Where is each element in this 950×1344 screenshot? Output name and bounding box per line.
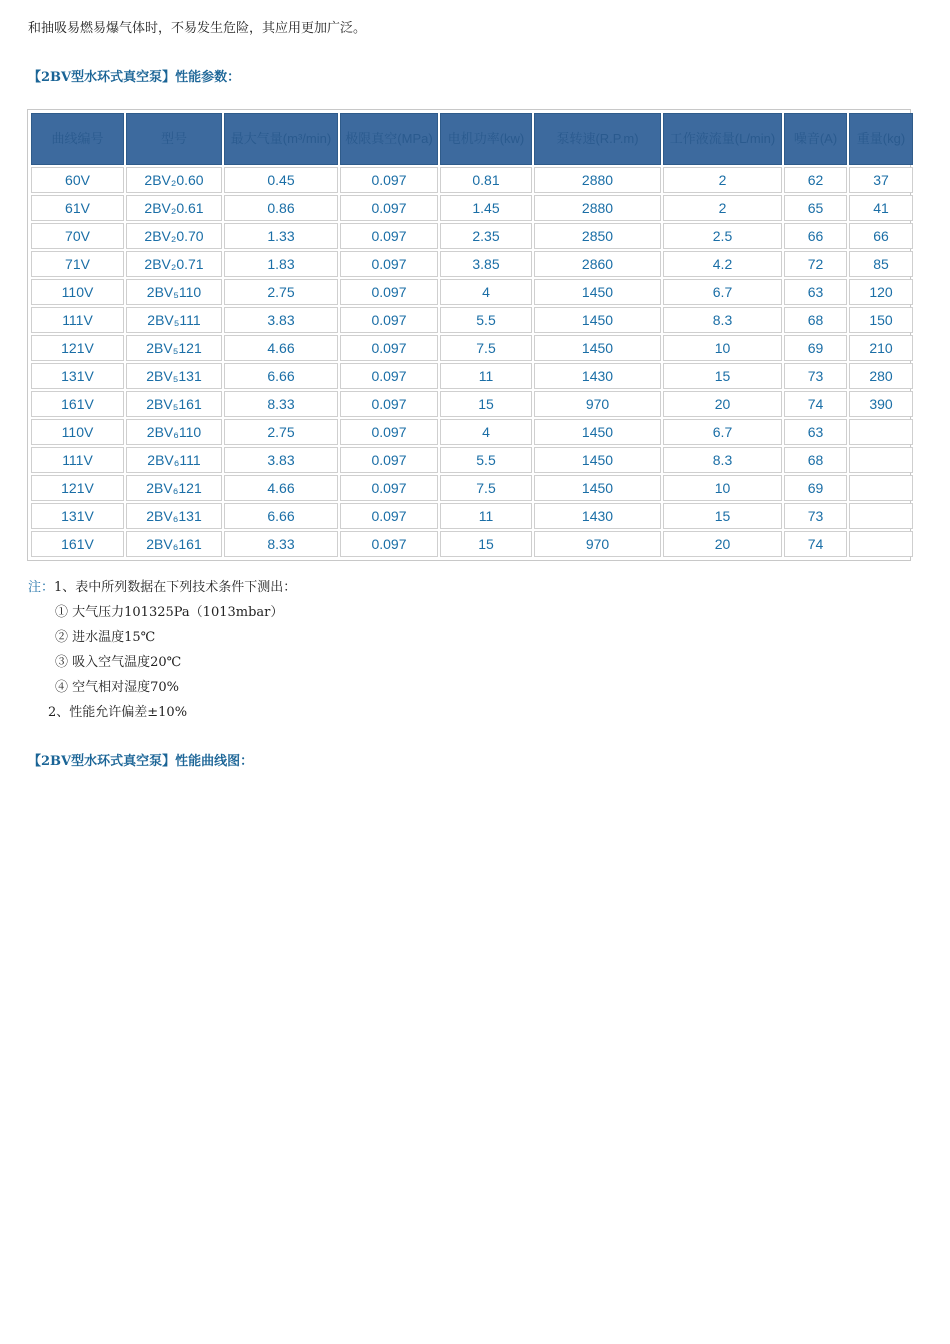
table-cell: [849, 531, 913, 557]
table-cell: 4: [440, 419, 532, 445]
table-body: [31, 167, 913, 557]
table-row: [31, 251, 913, 277]
table-cell: 2880: [534, 195, 661, 221]
table-cell: [849, 447, 913, 473]
table-cell: 5.5: [440, 447, 532, 473]
table-cell: 41: [849, 195, 913, 221]
table-cell: 111V: [31, 307, 124, 333]
spec-table-container: [27, 109, 911, 561]
table-cell: 0.097: [340, 363, 438, 389]
table-cell: 2BV₅111: [126, 307, 222, 333]
table-cell: 0.097: [340, 503, 438, 529]
table-cell: 110V: [31, 419, 124, 445]
table-cell: 2BV₅110: [126, 279, 222, 305]
table-cell: 4: [440, 279, 532, 305]
table-row: [31, 363, 913, 389]
table-row: [31, 391, 913, 417]
table-cell: 390: [849, 391, 913, 417]
table-cell: 0.097: [340, 531, 438, 557]
table-cell: 0.81: [440, 167, 532, 193]
table-row: [31, 307, 913, 333]
table-cell: 4.2: [663, 251, 782, 277]
table-cell: 0.097: [340, 335, 438, 361]
table-cell: 2850: [534, 223, 661, 249]
table-cell: 2: [663, 195, 782, 221]
table-cell: 2BV₆131: [126, 503, 222, 529]
table-row: [31, 335, 913, 361]
table-row: [31, 419, 913, 445]
table-cell: 161V: [31, 531, 124, 557]
table-cell: 63: [784, 419, 847, 445]
table-cell: 11: [440, 503, 532, 529]
table-cell: 3.83: [224, 307, 338, 333]
table-row: [31, 223, 913, 249]
table-cell: 11: [440, 363, 532, 389]
table-row: [31, 167, 913, 193]
table-cell: 2880: [534, 167, 661, 193]
column-header: 最大气量(m³/min): [224, 113, 338, 165]
table-cell: 1430: [534, 363, 661, 389]
table-cell: 85: [849, 251, 913, 277]
table-cell: 8.33: [224, 391, 338, 417]
table-cell: 1430: [534, 503, 661, 529]
table-cell: 15: [663, 363, 782, 389]
table-cell: 3.85: [440, 251, 532, 277]
table-cell: 0.097: [340, 223, 438, 249]
column-header: 工作液流量(L/min): [663, 113, 782, 165]
table-cell: 8.3: [663, 447, 782, 473]
table-cell: 4.66: [224, 335, 338, 361]
table-cell: 1450: [534, 335, 661, 361]
table-cell: 0.097: [340, 195, 438, 221]
table-cell: 15: [663, 503, 782, 529]
column-header: 型号: [126, 113, 222, 165]
column-header: 曲线编号: [31, 113, 124, 165]
table-cell: 0.097: [340, 391, 438, 417]
column-header: 极限真空(MPa): [340, 113, 438, 165]
column-header: 噪音(A): [784, 113, 847, 165]
table-cell: 73: [784, 363, 847, 389]
table-cell: 2BV₂0.71: [126, 251, 222, 277]
table-cell: 150: [849, 307, 913, 333]
table-cell: 66: [849, 223, 913, 249]
table-cell: 121V: [31, 335, 124, 361]
table-cell: 20: [663, 391, 782, 417]
table-cell: 0.097: [340, 167, 438, 193]
table-cell: 10: [663, 335, 782, 361]
table-cell: 70V: [31, 223, 124, 249]
condition-2: ② 进水温度15℃: [55, 630, 156, 645]
notes-item-2: 2、性能允许偏差±10%: [48, 705, 188, 720]
table-cell: 970: [534, 391, 661, 417]
table-cell: 1.33: [224, 223, 338, 249]
table-cell: 1450: [534, 447, 661, 473]
table-cell: 7.5: [440, 335, 532, 361]
table-cell: 74: [784, 391, 847, 417]
table-cell: 4.66: [224, 475, 338, 501]
table-cell: 131V: [31, 503, 124, 529]
column-header: 电机功率(kw): [440, 113, 532, 165]
table-cell: 111V: [31, 447, 124, 473]
curve-heading: 【2BV型水环式真空泵】性能曲线图：: [28, 754, 254, 769]
table-cell: 72: [784, 251, 847, 277]
table-cell: [849, 419, 913, 445]
table-row: [31, 195, 913, 221]
table-cell: 3.83: [224, 447, 338, 473]
table-cell: 71V: [31, 251, 124, 277]
table-cell: 2.35: [440, 223, 532, 249]
table-cell: 10: [663, 475, 782, 501]
table-cell: 15: [440, 531, 532, 557]
table-cell: 2.75: [224, 419, 338, 445]
table-cell: 2BV₂0.60: [126, 167, 222, 193]
table-row: [31, 475, 913, 501]
table-cell: [849, 475, 913, 501]
table-cell: 2BV₆161: [126, 531, 222, 557]
condition-1: ① 大气压力101325Pa（1013mbar）: [55, 605, 284, 620]
table-cell: 280: [849, 363, 913, 389]
table-cell: 2.75: [224, 279, 338, 305]
table-cell: 7.5: [440, 475, 532, 501]
notes-label: 注：: [28, 580, 55, 595]
table-cell: 68: [784, 307, 847, 333]
column-header: 重量(kg): [849, 113, 913, 165]
table-cell: 6.7: [663, 419, 782, 445]
table-cell: 69: [784, 475, 847, 501]
condition-3: ③ 吸入空气温度20℃: [55, 655, 182, 670]
table-cell: 37: [849, 167, 913, 193]
table-cell: 161V: [31, 391, 124, 417]
table-cell: 120: [849, 279, 913, 305]
table-cell: 6.66: [224, 503, 338, 529]
table-cell: 61V: [31, 195, 124, 221]
notes-item-1: 1、表中所列数据在下列技术条件下测出：: [54, 580, 297, 595]
table-header-row: [31, 113, 913, 165]
table-cell: 2BV₅161: [126, 391, 222, 417]
table-cell: 0.097: [340, 419, 438, 445]
table-row: [31, 447, 913, 473]
table-cell: 6.66: [224, 363, 338, 389]
table-cell: 2BV₂0.70: [126, 223, 222, 249]
table-cell: 121V: [31, 475, 124, 501]
table-cell: 2BV₆121: [126, 475, 222, 501]
table-cell: 2BV₆110: [126, 419, 222, 445]
table-cell: 970: [534, 531, 661, 557]
table-cell: 73: [784, 503, 847, 529]
column-header: 泵转速(R.P.m): [534, 113, 661, 165]
table-cell: 2.5: [663, 223, 782, 249]
table-cell: 2BV₂0.61: [126, 195, 222, 221]
table-cell: 1450: [534, 419, 661, 445]
table-cell: 15: [440, 391, 532, 417]
table-row: [31, 503, 913, 529]
table-cell: 63: [784, 279, 847, 305]
table-cell: 110V: [31, 279, 124, 305]
table-row: [31, 279, 913, 305]
table-cell: 0.097: [340, 279, 438, 305]
table-cell: 60V: [31, 167, 124, 193]
table-cell: 2BV₅121: [126, 335, 222, 361]
condition-4: ④ 空气相对湿度70%: [55, 680, 180, 695]
table-cell: 2: [663, 167, 782, 193]
table-cell: 6.7: [663, 279, 782, 305]
table-cell: 210: [849, 335, 913, 361]
table-cell: 69: [784, 335, 847, 361]
table-cell: 1.45: [440, 195, 532, 221]
table-cell: 20: [663, 531, 782, 557]
table-cell: 62: [784, 167, 847, 193]
table-cell: 1450: [534, 475, 661, 501]
table-cell: 0.097: [340, 307, 438, 333]
table-cell: 1450: [534, 279, 661, 305]
table-cell: 8.3: [663, 307, 782, 333]
table-cell: 1.83: [224, 251, 338, 277]
table-cell: 131V: [31, 363, 124, 389]
table-cell: 1450: [534, 307, 661, 333]
table-cell: 0.86: [224, 195, 338, 221]
table-cell: 66: [784, 223, 847, 249]
table-cell: 0.097: [340, 447, 438, 473]
table-cell: [849, 503, 913, 529]
table-cell: 0.45: [224, 167, 338, 193]
params-heading: 【2BV型水环式真空泵】性能参数：: [28, 70, 241, 85]
intro-text: 和抽吸易燃易爆气体时，不易发生危险，其应用更加广泛。: [28, 21, 367, 36]
table-cell: 65: [784, 195, 847, 221]
notes-block: [28, 575, 296, 725]
table-cell: 2860: [534, 251, 661, 277]
table-cell: 68: [784, 447, 847, 473]
table-cell: 5.5: [440, 307, 532, 333]
notes-line-1: [28, 575, 296, 600]
table-cell: 0.097: [340, 475, 438, 501]
table-cell: 2BV₅131: [126, 363, 222, 389]
table-cell: 74: [784, 531, 847, 557]
table-cell: 0.097: [340, 251, 438, 277]
spec-table: [29, 111, 915, 559]
table-cell: 2BV₆111: [126, 447, 222, 473]
table-cell: 8.33: [224, 531, 338, 557]
table-row: [31, 531, 913, 557]
